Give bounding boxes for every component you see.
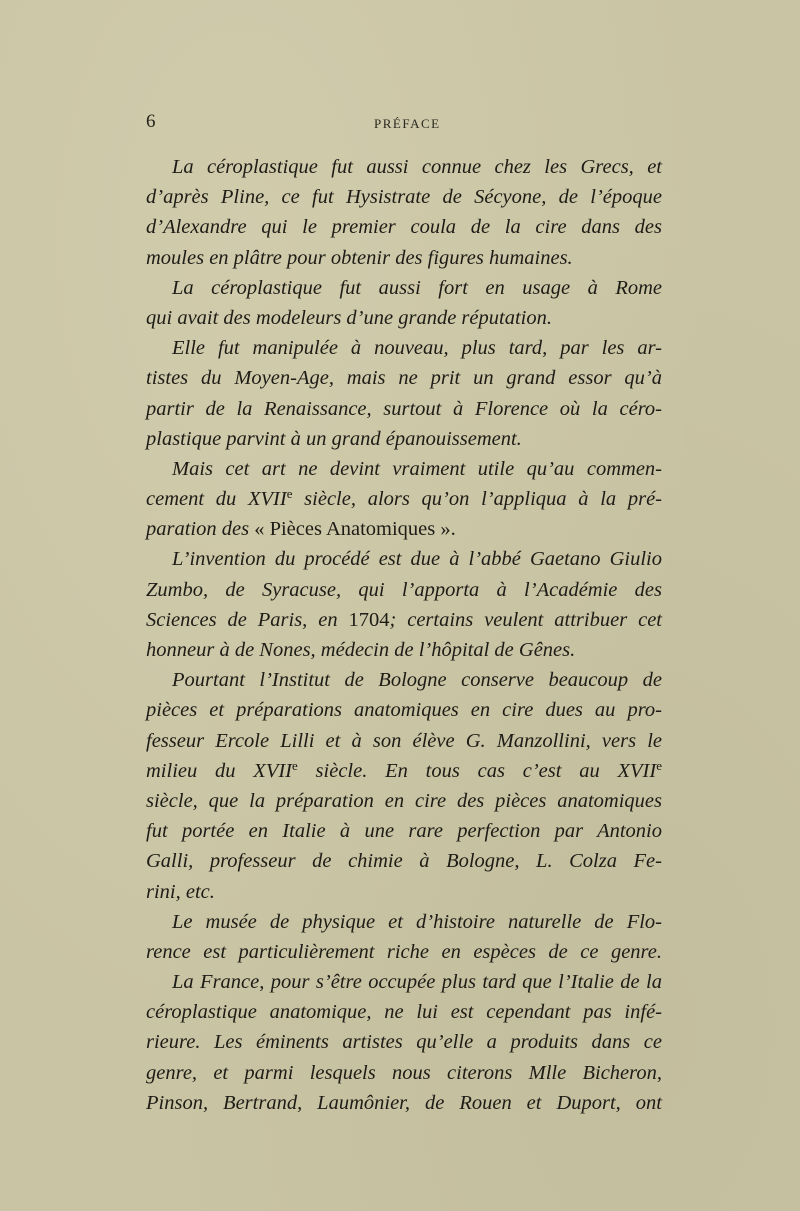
text-line: cement du XVIIe siècle, alors qu’on l’appliqua à la pré- (146, 486, 663, 511)
text-line: fesseur Ercole Lilli et à son élève G. Manzollini, vers le (146, 729, 662, 752)
text-line: paration des « Pièces Anatomiques ». (146, 518, 456, 541)
text-line: d’Alexandre qui le premier coula de la cire dans des (146, 216, 662, 239)
text-line: La France, pour s’être occupée plus tard que l’Italie de la (172, 971, 662, 994)
text-line: Mais cet art ne devint vraiment utile qu’au commen- (172, 457, 662, 480)
text-line: honneur à de Nones, médecin de l’hôpital de Gênes. (146, 639, 576, 661)
text-line: céroplastique anatomique, ne lui est cependant pas infé- (146, 1001, 662, 1024)
page-number: 6 (146, 111, 156, 132)
text-line: Pourtant l’Institut de Bologne conserve beaucoup de (172, 669, 662, 692)
body-text (146, 152, 662, 1118)
running-head: PRÉFACE (374, 116, 441, 131)
text-line: L’invention du procédé est due à l’abbé Gaetano Giulio (172, 548, 662, 571)
text-line: La céroplastique fut aussi connue chez les Grecs, et (172, 156, 662, 178)
superscript: e (292, 757, 298, 773)
superscript: e (656, 757, 662, 773)
text-line: Elle fut manipulée à nouveau, plus tard, par les ar- (172, 337, 662, 360)
text-line: rini, etc. (146, 880, 215, 903)
text-line: pièces et préparations anatomiques en cire dues au pro- (146, 699, 662, 722)
text-line: qui avait des modeleurs d’une grande réputation. (146, 306, 552, 329)
text-line: siècle, que la préparation en cire des pièces anatomiques (146, 789, 662, 812)
text-line: moules en plâtre pour obtenir des figures humaines. (146, 246, 573, 269)
text-line: partir de la Renaissance, surtout à Florence où la céro- (146, 397, 662, 420)
text-line: plastique parvint à un grand épanouissement. (146, 427, 522, 450)
text-line: genre, et parmi lesquels nous citerons Mlle Bicheron, (146, 1061, 662, 1084)
page-header (146, 111, 662, 135)
text-line: Galli, professeur de chimie à Bologne, L. Colza Fe- (146, 850, 662, 873)
superscript: e (286, 486, 293, 502)
text-line: Pinson, Bertrand, Laumônier, de Rouen et Duport, ont (146, 1091, 662, 1114)
text-line: La céroplastique fut aussi fort en usage à Rome (172, 276, 662, 299)
text-line: Sciences de Paris, en 1704; certains veulent attribuer cet (146, 608, 662, 631)
text-line: fut portée en Italie à une rare perfection par Antonio (146, 820, 662, 843)
text-line: Le musée de physique et d’histoire naturelle de Flo- (172, 910, 662, 933)
text-line: d’après Pline, ce fut Hysistrate de Sécyone, de l’époque (146, 186, 662, 209)
text-line: rence est particulièrement riche en espèces de ce genre. (146, 940, 662, 963)
text-line: tistes du Moyen-Age, mais ne prit un grand essor qu’à (146, 367, 662, 390)
text-line: Zumbo, de Syracuse, qui l’apporta à l’Académie des (146, 578, 662, 601)
text-line: milieu du XVIIe siècle. En tous cas c’est au XVIIe (146, 757, 662, 782)
text-line: rieure. Les éminents artistes qu’elle a produits dans ce (146, 1031, 662, 1054)
